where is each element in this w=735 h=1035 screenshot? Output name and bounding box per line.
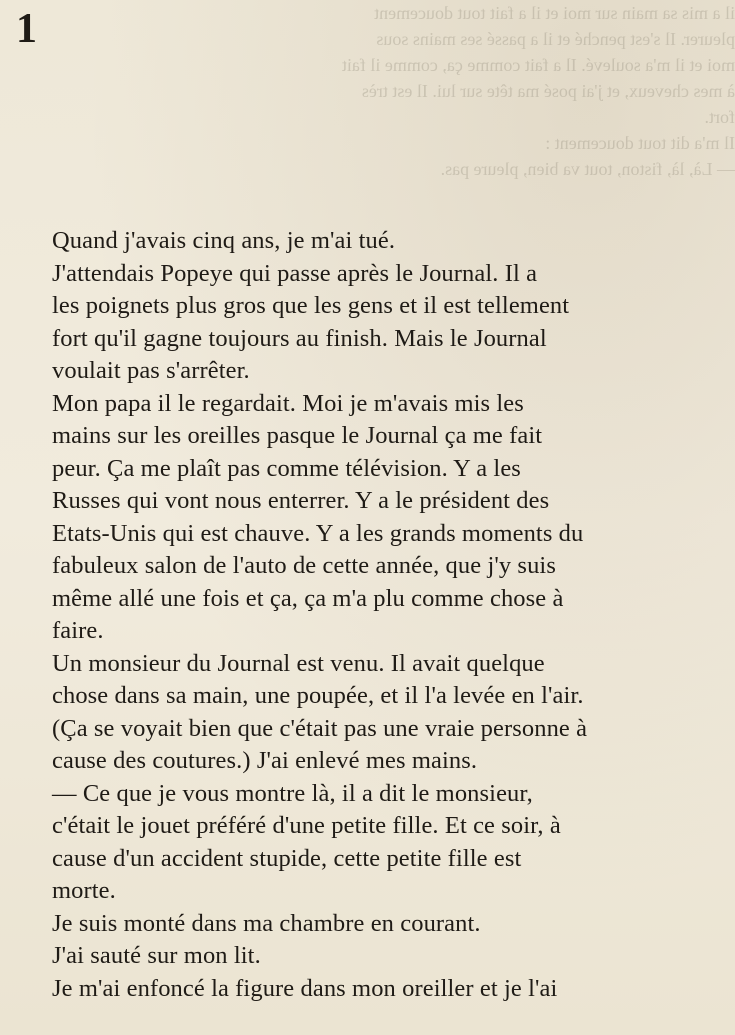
text-line: Je m'ai enfoncé la figure dans mon oreiller et je l'ai xyxy=(52,974,558,1002)
text-line: Un monsieur du Journal est venu. Il avait quelque xyxy=(52,649,545,677)
text-line: Quand j'avais cinq ans, je m'ai tué. xyxy=(52,227,396,254)
text-line: Je suis monté dans ma chambre en courant. xyxy=(52,909,481,937)
paragraph xyxy=(52,388,712,648)
paragraph xyxy=(52,648,712,778)
text-line: Russes qui vont nous enterrer. Y a le président des xyxy=(52,487,550,514)
text-line: fort qu'il gagne toujours au finish. Mais le Journal xyxy=(52,324,547,352)
paragraph xyxy=(52,778,712,908)
text-line: voulait pas s'arrêter. xyxy=(52,357,250,384)
text-line: cause d'un accident stupide, cette petite fille est xyxy=(52,844,522,872)
text-line: chose dans sa main, une poupée, et il l'a levée en l'air. xyxy=(52,682,584,709)
text-line: même allé une fois et ça, ça m'a plu comme chose à xyxy=(52,584,564,612)
text-line: Mon papa il le regardait. Moi je m'avais mis les xyxy=(52,389,524,417)
text-line: peur. Ça me plaît pas comme télévision. Y a les xyxy=(52,454,521,482)
text-line: morte. xyxy=(52,877,116,904)
text-line: faire. xyxy=(52,617,104,644)
text-line: c'était le jouet préféré d'une petite fille. Et ce soir, à xyxy=(52,812,561,839)
text-line: mains sur les oreilles pasque le Journal ça me fait xyxy=(52,422,543,449)
paragraph xyxy=(52,940,712,973)
paragraph xyxy=(52,973,712,1006)
text-line: fabuleux salon de l'auto de cette année, que j'y suis xyxy=(52,552,556,579)
text-line: Etats-Unis qui est chauve. Y a les grands moments du xyxy=(52,519,584,547)
text-line: (Ça se voyait bien que c'était pas une vraie personne à xyxy=(52,714,588,742)
bleed-through-text: il a mis sa main sur moi et il a fait tout doucement pleurer. Il s'est penché et il a passé ses mains sous moi et il m'a soulevé. Il a fait comme ça, comme il fait à mes cheveux, et j'ai posé ma tête sur lui. Il est très fort. Il m'a dit tout doucement : — Là, là, fiston, tout va bien, pleure pas. xyxy=(341,3,735,179)
paragraph xyxy=(52,908,712,941)
paragraph xyxy=(52,225,712,258)
text-line: — Ce que je vous montre là, il a dit le monsieur, xyxy=(52,779,533,807)
text-line: J'ai sauté sur mon lit. xyxy=(52,942,261,969)
paragraph xyxy=(52,258,712,388)
text-line: J'attendais Popeye qui passe après le Journal. Il a xyxy=(52,259,538,287)
body-text xyxy=(52,225,712,1005)
text-line: les poignets plus gros que les gens et il est tellement xyxy=(52,292,570,319)
chapter-number: 1 xyxy=(16,6,37,52)
text-line: cause des coutures.) J'ai enlevé mes mains. xyxy=(52,747,478,774)
